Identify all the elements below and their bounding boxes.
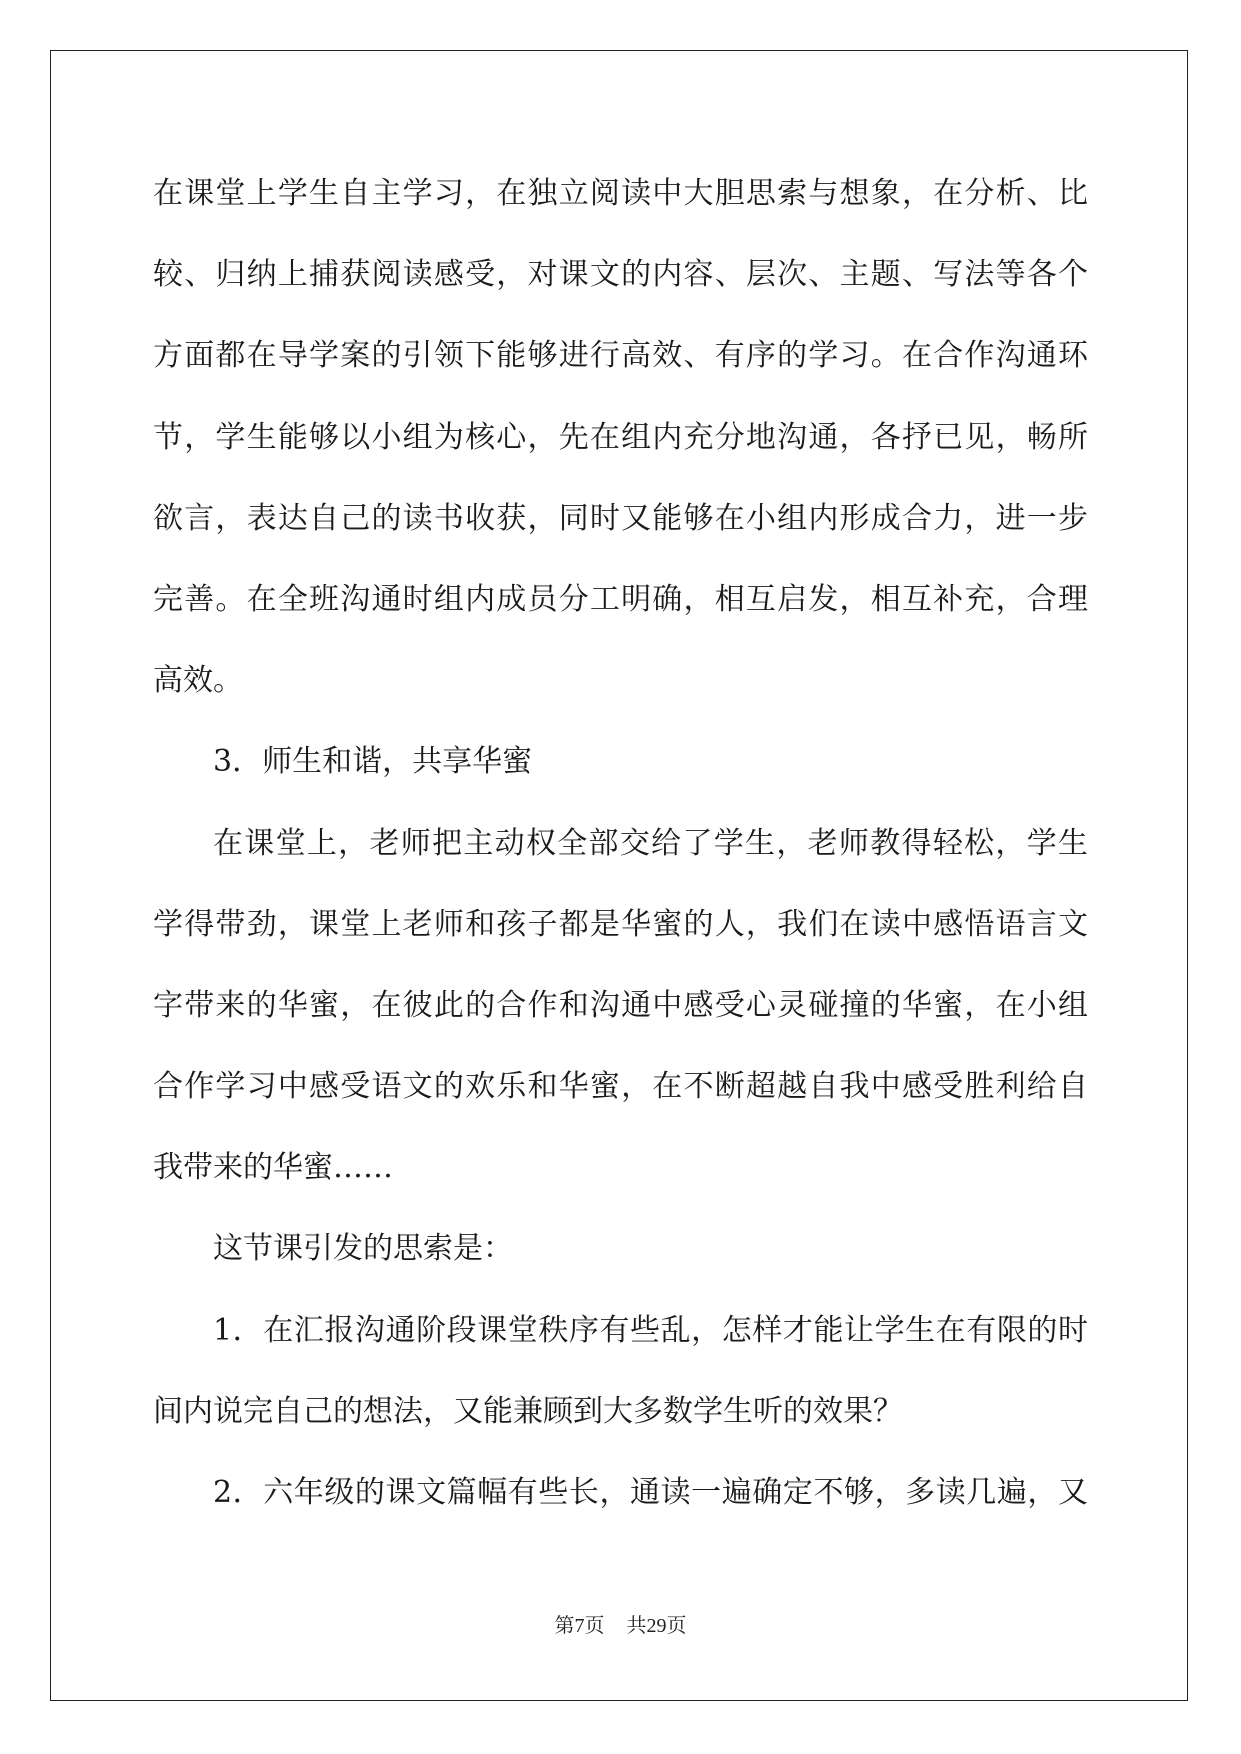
page-footer <box>0 1609 1241 1638</box>
text-line: 间内说完自己的想法，又能兼顾到大多数学生听的效果？ <box>153 1393 903 1429</box>
text-line: 完善。在全班沟通时组内成员分工明确，相互启发，相互补充，合理 <box>153 581 1088 617</box>
document-body <box>153 153 1088 1533</box>
text-line: 1．在汇报沟通阶段课堂秩序有些乱，怎样才能让学生在有限的时 <box>213 1312 1088 1348</box>
page-total: 共29页 <box>626 1615 687 1637</box>
text-line: 欲言，表达自己的读书收获，同时又能够在小组内形成合力，进一步 <box>153 500 1088 536</box>
text-line: 节，学生能够以小组为核心，先在组内充分地沟通，各抒已见，畅所 <box>153 419 1088 455</box>
text-line: 学得带劲，课堂上老师和孩子都是华蜜的人，我们在读中感悟语言文 <box>153 906 1088 942</box>
text-line: 2．六年级的课文篇幅有些长，通读一遍确定不够，多读几遍，又 <box>213 1475 1088 1510</box>
text-line: 这节课引发的思索是： <box>213 1231 513 1267</box>
text-line: 合作学习中感受语文的欢乐和华蜜，在不断超越自我中感受胜利给自 <box>153 1069 1088 1105</box>
text-line: 在课堂上，老师把主动权全部交给了学生，老师教得轻松，学生 <box>213 825 1088 861</box>
text-line: 在课堂上学生自主学习，在独立阅读中大胆思索与想象，在分析、比 <box>153 176 1088 211</box>
page-number: 第7页 <box>554 1615 605 1637</box>
section-heading: 3．师生和谐，共享华蜜 <box>213 744 533 780</box>
text-line: 方面都在导学案的引领下能够进行高效、有序的学习。在合作沟通环 <box>153 338 1088 374</box>
text-line: 高效。 <box>153 663 243 699</box>
text-line: 我带来的华蜜…… <box>153 1150 393 1186</box>
text-line: 字带来的华蜜，在彼此的合作和沟通中感受心灵碰撞的华蜜，在小组 <box>153 987 1088 1023</box>
text-line: 较、归纳上捕获阅读感受，对课文的内容、层次、主题、写法等各个 <box>153 257 1088 293</box>
